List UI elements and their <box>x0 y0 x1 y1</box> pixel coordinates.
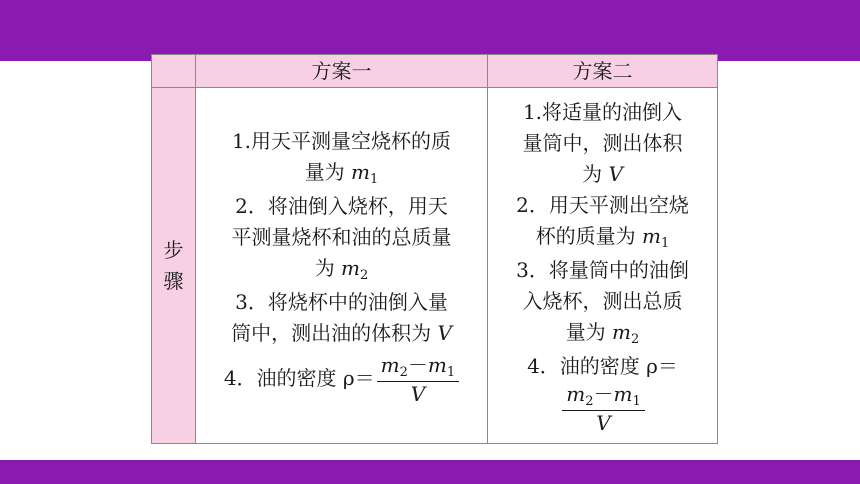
steps-row <box>152 88 718 444</box>
plan1-steps <box>196 88 488 444</box>
plan1-step1-line2: 量为 $m_1$ <box>304 159 379 187</box>
header-row <box>152 55 718 88</box>
plan2-density-fraction-line <box>488 382 717 435</box>
plan2-header: 方案二 <box>488 55 718 88</box>
density-fraction: $\frac{m_2-m_1}{V}$ <box>562 382 645 435</box>
plan1-header: 方案一 <box>196 55 488 88</box>
plan1-step3-line1: 3．将烧杯中的油倒入量 <box>235 289 448 314</box>
top-banner <box>0 0 860 61</box>
plan2-step3-line2: 入烧杯，测出总质 <box>522 288 683 313</box>
bottom-banner <box>0 460 860 484</box>
steps-label-char-1: 步 <box>163 237 184 262</box>
plan2-step2-line1: 2．用天平测出空烧 <box>516 192 689 217</box>
plan1-step2-line3: 为 $m_2$ <box>314 255 369 283</box>
plan1-step2-line1: 2．将油倒入烧杯，用天 <box>235 193 448 218</box>
plan2-steps <box>488 88 718 444</box>
plan2-step4: 4．油的密度 ρ＝ <box>527 353 678 378</box>
plan2-step3-line3: 量为 $m_2$ <box>565 319 640 347</box>
plan2-step2-line2: 杯的质量为 $m_1$ <box>535 223 670 251</box>
plan2-step3-line1: 3．将量筒中的油倒 <box>516 257 689 282</box>
plan2-step1-line3: 为 V <box>582 161 623 186</box>
plan1-step4: 4．油的密度 ρ＝ $\frac{m_2-m_1}{V}$ <box>196 353 487 406</box>
plan2-step1-line2: 量筒中，测出体积 <box>522 130 683 155</box>
steps-label <box>152 88 196 444</box>
plan1-step2-line2: 平测量烧杯和油的总质量 <box>231 224 452 249</box>
density-fraction: $\frac{m_2-m_1}{V}$ <box>377 353 460 406</box>
corner-cell <box>152 55 196 88</box>
steps-label-char-2: 骤 <box>163 268 184 293</box>
plan1-step1-line1: 1.用天平测量空烧杯的质 <box>231 128 452 153</box>
plan1-step3-line2: 筒中，测出油的体积为 V <box>231 320 452 345</box>
comparison-table <box>151 54 718 444</box>
plan2-step1-line1: 1.将适量的油倒入 <box>522 99 683 124</box>
